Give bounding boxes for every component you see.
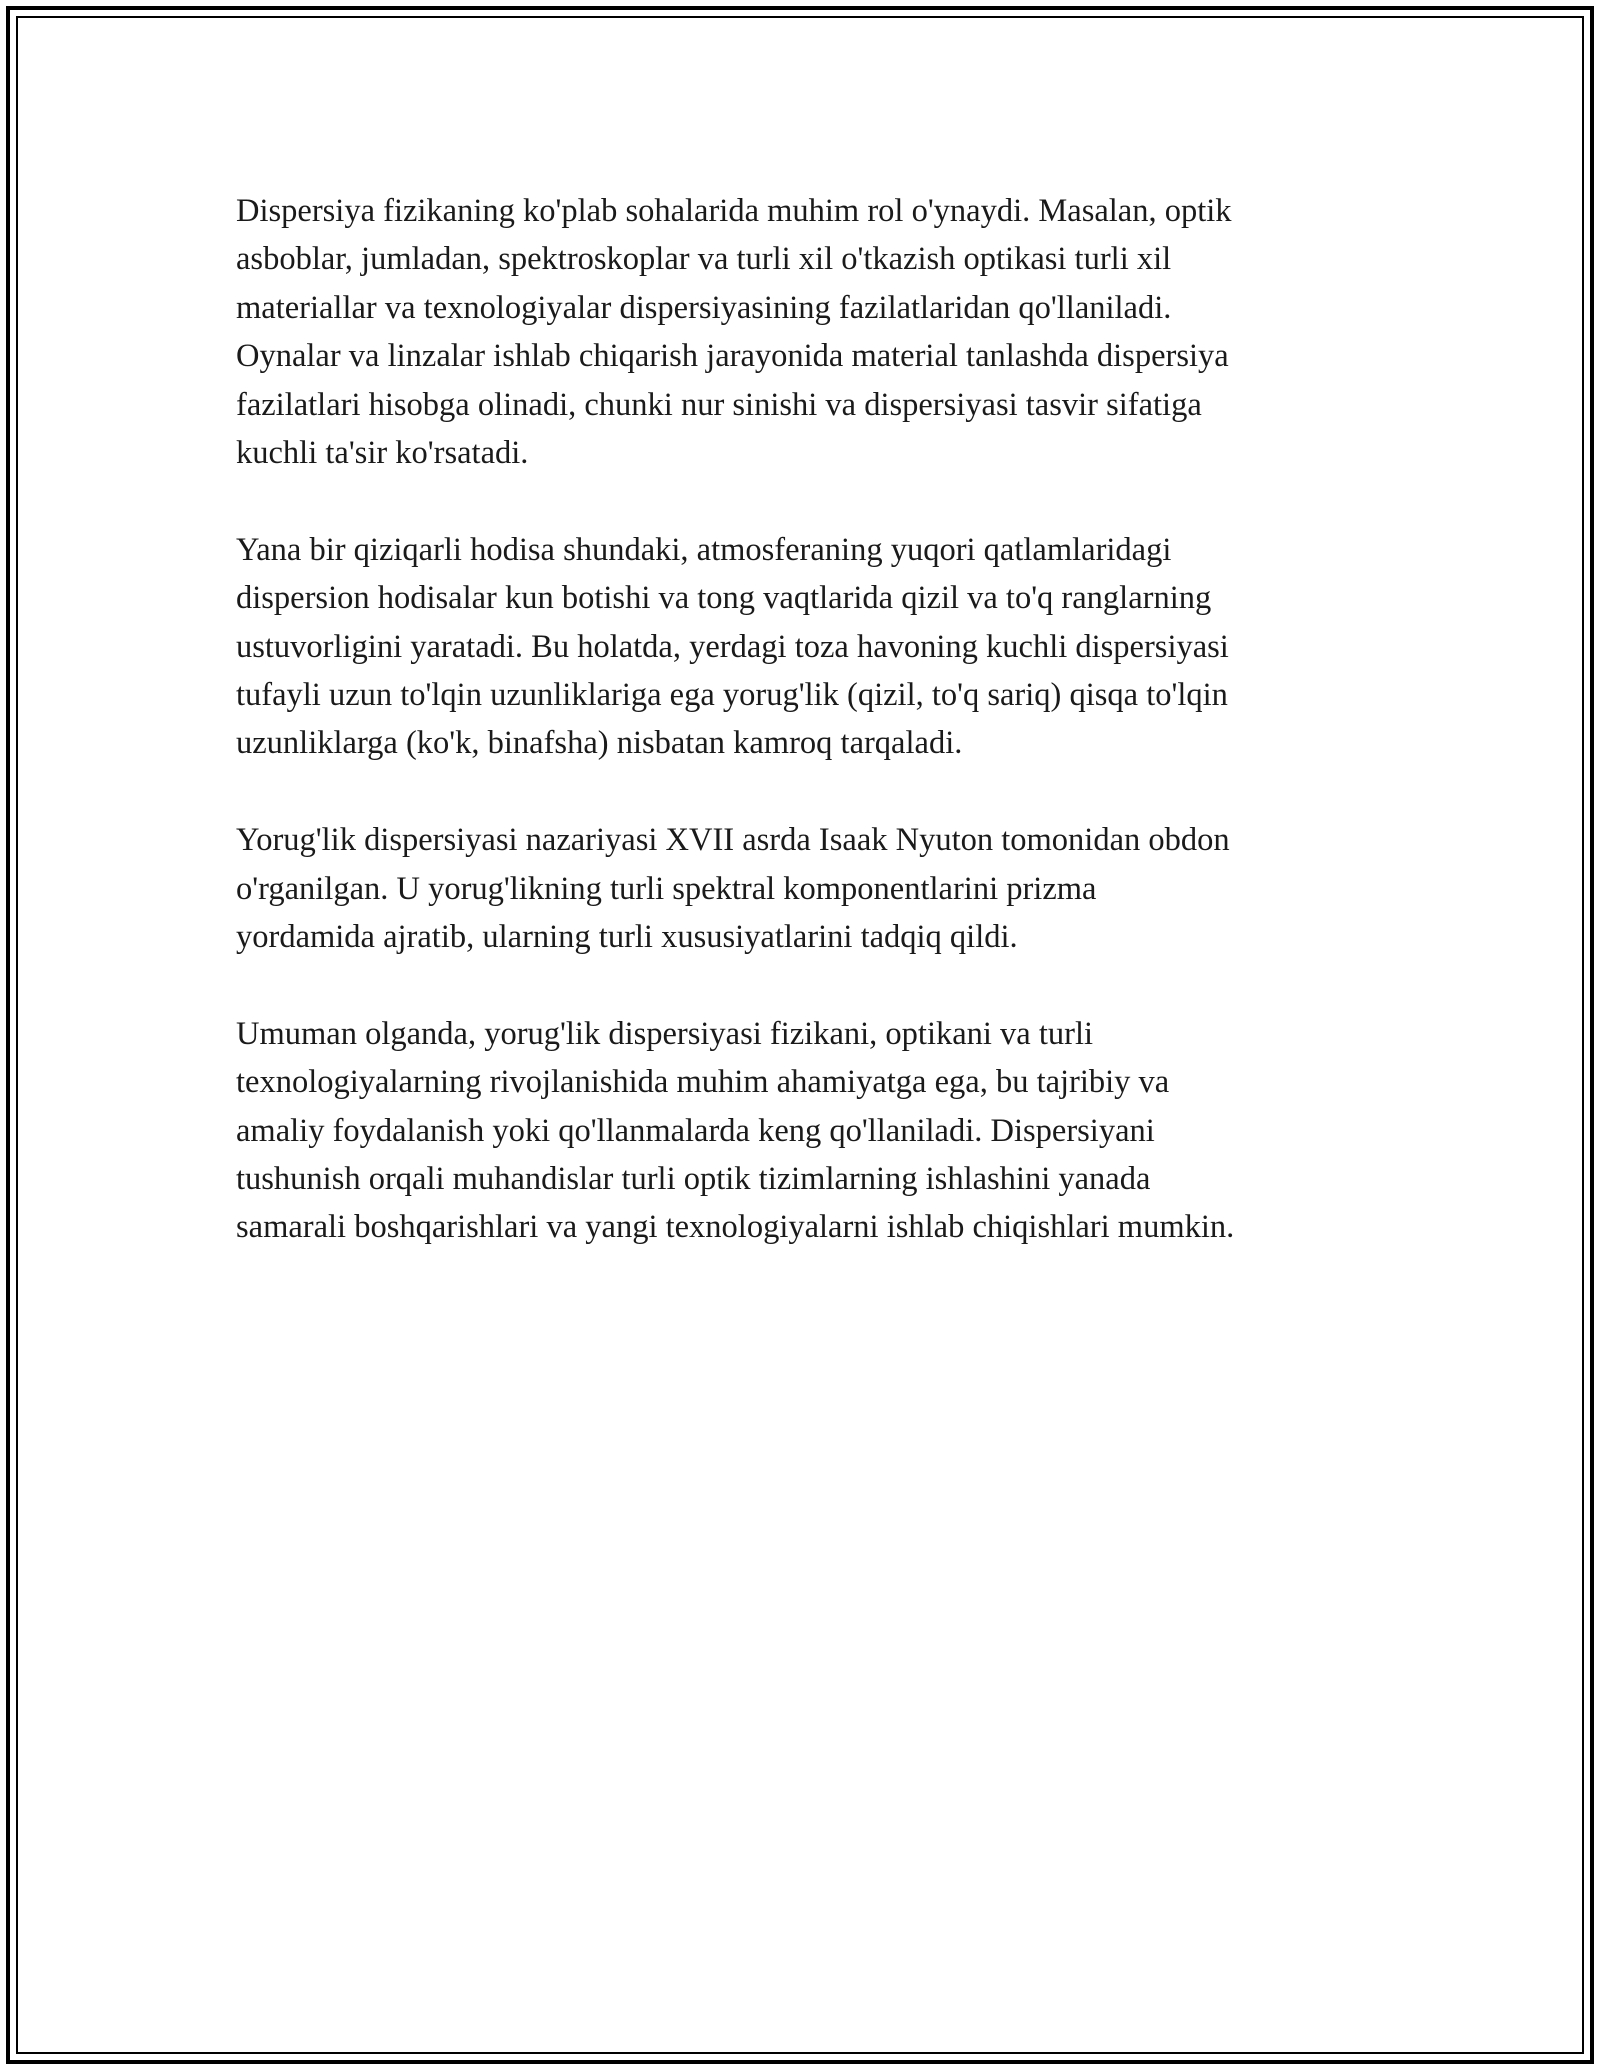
text-line: Umuman olganda, yorug'lik dispersiyasi fizikani, optikani va turli [236,1015,1094,1052]
text-line: uzunliklarga (ko'k, binafsha) nisbatan kamroq tarqaladi. [236,725,963,762]
text-line: o'rganilgan. U yorug'likning turli spektral komponentlarini prizma [236,870,1097,907]
text-line: Dispersiya fizikaning ko'plab sohalarida muhim rol o'ynaydi. Masalan, optik [236,193,1232,229]
paragraph-1 [236,187,1386,477]
text-line: samarali boshqarishlari va yangi texnologiyalarni ishlab chiqishlari mumkin. [236,1209,1235,1246]
text-line: ustuvorligini yaratadi. Bu holatda, yerdagi toza havoning kuchli dispersiyasi [236,628,1229,665]
text-line: tufayli uzun to'lqin uzunliklariga ega yorug'lik (qizil, to'q sariq) qisqa to'lqin [236,677,1228,714]
text-line: materiallar va texnologiyalar dispersiyasining fazilatlaridan qo'llaniladi. [236,289,1172,326]
text-line: asboblar, jumladan, spektroskoplar va turli xil o'tkazish optikasi turli xil [236,241,1172,278]
text-line: kuchli ta'sir ko'rsatadi. [236,435,529,472]
text-line: tushunish orqali muhandislar turli optik tizimlarning ishlashini yanada [236,1161,1151,1198]
text-line: Yana bir qiziqarli hodisa shundaki, atmosferaning yuqori qatlamlaridagi [236,531,1172,568]
text-line: yordamida ajratib, ularning turli xususiyatlarini tadqiq qildi. [236,919,1018,956]
text-line: dispersion hodisalar kun botishi va tong vaqtlarida qizil va to'q ranglarning [236,580,1212,617]
paragraph-3 [236,816,1386,961]
text-line: fazilatlari hisobga olinadi, chunki nur sinishi va dispersiyasi tasvir sifatiga [236,386,1202,423]
paragraph-2 [236,526,1386,768]
text-line: amaliy foydalanish yoki qo'llanmalarda keng qo'llaniladi. Dispersiyani [236,1112,1155,1149]
document-body [236,187,1386,1300]
text-line: texnologiyalarning rivojlanishida muhim ahamiyatga ega, bu tajribiy va [236,1064,1170,1101]
paragraph-4 [236,1010,1386,1252]
text-line: Oynalar va linzalar ishlab chiqarish jarayonida material tanlashda dispersiya [236,338,1229,375]
text-line: Yorug'lik dispersiyasi nazariyasi XVII asrda Isaak Nyuton tomonidan obdon [236,822,1230,859]
